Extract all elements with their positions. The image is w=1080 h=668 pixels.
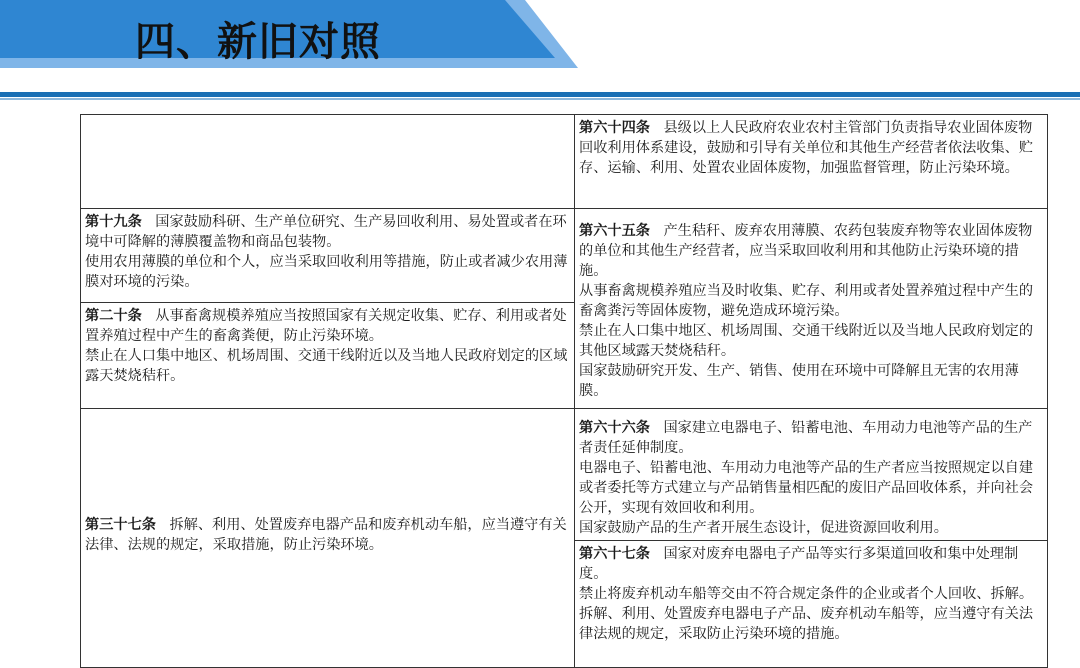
article-19-para-2: 使用农用薄膜的单位和个人，应当采取回收利用等措施，防止或者减少农用薄膜对环境的污染。 [85,254,568,290]
header-banner [0,0,1080,92]
article-67-cell [574,540,1048,668]
article-20-para-1 [85,306,570,346]
page-title: 四、新旧对照 [135,19,381,65]
article-text: 产生秸秆、废弃农用薄膜、农药包装废弃物等农业固体废物的单位和其他生产经营者，应当采取回收利用和其他防止污染环境的措施。 [579,223,1033,279]
article-67-para-2: 禁止将废弃机动车船等交由不符合规定条件的企业或者个人回收、拆解。 [579,586,1034,602]
article-64-cell [574,114,1048,209]
article-text: 拆解、利用、处置废弃电器产品和废弃机动车船，应当遵守有关法律、法规的规定，采取措施，防止污染环境。 [85,517,567,553]
article-19-para-1 [85,212,570,252]
article-67-para-3: 拆解、利用、处置废弃电器电子产品、废弃机动车船等，应当遵守有关法律法规的规定，采取防止污染环境的措施。 [579,606,1034,642]
article-20-para-2: 禁止在人口集中地区、机场周围、交通干线附近以及当地人民政府划定的区域露天焚烧秸秆。 [85,348,568,384]
article-65-para-3: 禁止在人口集中地区、机场周围、交通干线附近以及当地人民政府划定的其他区域露天焚烧秸秆。 [579,323,1034,359]
article-66-para-2: 电器电子、铅蓄电池、车用动力电池等产品的生产者应当按照规定以自建或者委托等方式建立与产品销售量相匹配的废旧产品回收体系，并向社会公开，实现有效回收和利用。 [579,460,1034,516]
article-text: 国家鼓励科研、生产单位研究、生产易回收利用、易处置或者在环境中可降解的薄膜覆盖物和商品包装物。 [85,214,567,250]
header-rule [0,92,1080,97]
article-66-para-3: 国家鼓励产品的生产者开展生态设计，促进资源回收利用。 [579,520,948,536]
article-label: 第二十条 [85,308,142,324]
article-label: 第六十四条 [579,120,650,136]
article-19-cell [80,208,575,303]
article-37-para-1 [85,515,570,555]
article-label: 第六十七条 [579,546,650,562]
header-rule-thin [0,98,1080,100]
article-65-para-4: 国家鼓励研究开发、生产、销售、使用在环境中可降解且无害的农用薄膜。 [579,363,1019,399]
article-label: 第十九条 [85,214,142,230]
left-empty-cell [80,114,575,209]
article-text: 从事畜禽规模养殖应当按照国家有关规定收集、贮存、利用或者处置养殖过程中产生的畜禽粪便，防止污染环境。 [85,308,567,344]
article-65-para-1 [579,221,1043,281]
article-text: 国家建立电器电子、铅蓄电池、车用动力电池等产品的生产者责任延伸制度。 [579,420,1033,456]
article-text: 县级以上人民政府农业农村主管部门负责指导农业固体废物回收利用体系建设，鼓励和引导有关单位和其他生产经营者依法收集、贮存、运输、利用、处置农业固体废物，加强监督管理，防止污染环境。 [579,120,1034,176]
article-66-cell [574,408,1048,541]
article-20-cell [80,302,575,409]
article-66-para-1 [579,418,1043,458]
article-64-para-1 [579,118,1043,178]
article-label: 第三十七条 [85,517,156,533]
article-67-para-1 [579,544,1043,584]
article-label: 第六十五条 [579,223,650,239]
article-label: 第六十六条 [579,420,650,436]
article-text: 国家对废弃电器电子产品等实行多渠道回收和集中处理制度。 [579,546,1019,582]
article-65-cell [574,208,1048,409]
article-37-cell [80,408,575,668]
article-65-para-2: 从事畜禽规模养殖应当及时收集、贮存、利用或者处置养殖过程中产生的畜禽粪污等固体废物，避免造成环境污染。 [579,283,1034,319]
